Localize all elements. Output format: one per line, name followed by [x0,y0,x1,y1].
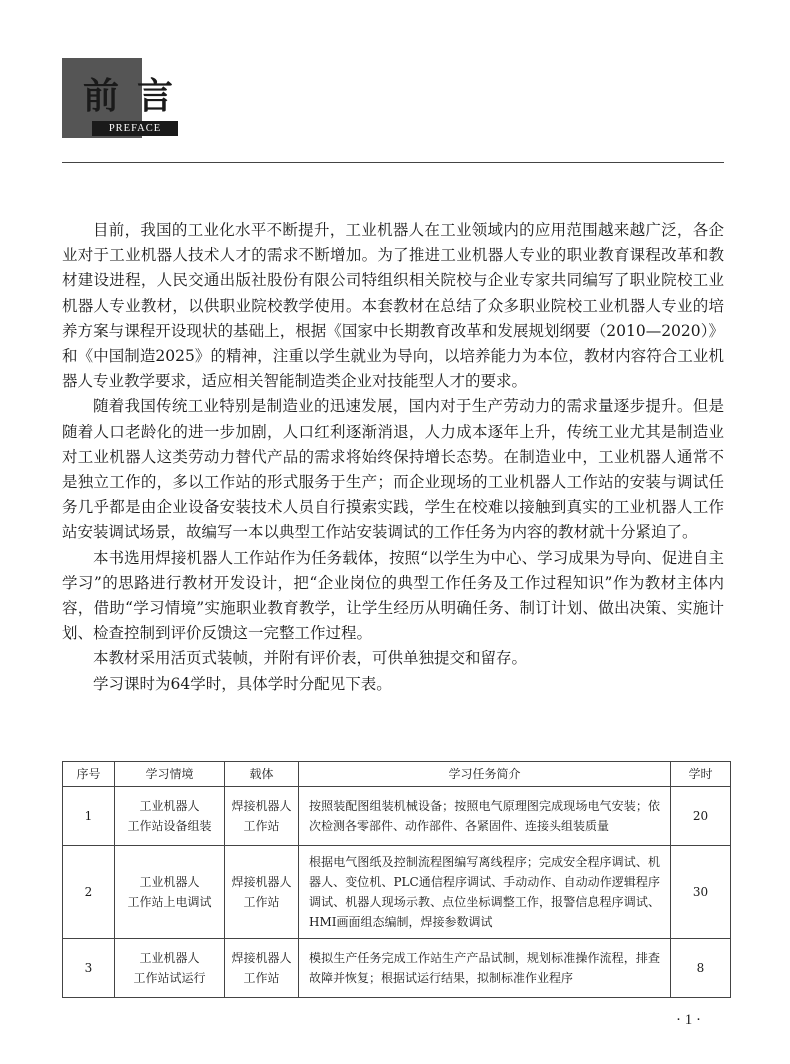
task-description: 根据电气图纸及控制流程图编写离线程序；完成安全程序调试、机器人、变位机、PLC通信程序调试、手动动作、自动动作逻辑程序调试、机器人现场示教、点位坐标调整工作，报警信息程序调试、HMI画面组态编制，焊接参数调试 [299,846,671,939]
row-number: 2 [63,846,115,939]
header-divider [62,162,724,163]
table-row [63,939,731,998]
paragraph: 随着我国传统工业特别是制造业的迅速发展，国内对于生产劳动力的需求量逐步提升。但是随着人口老龄化的进一步加剧，人口红利逐渐消退，人力成本逐年上升，传统工业尤其是制造业对工业机器人这类劳动力替代产品的需求将始终保持增长态势。在制造业中，工业机器人通常不是独立工作的，多以工作站的形式服务于生产；而企业现场的工业机器人工作站的安装与调试任务几乎都是由企业设备安装技术人员自行摸索实践，学生在校难以接触到真实的工业机器人工作站安装调试场景，故编写一本以典型工作站安装调试的工作任务为内容的教材就十分紧迫了。 [62,397,724,542]
table-row [63,846,731,939]
paragraph: 本教材采用活页式装帧，并附有评价表，可供单独提交和留存。 [93,649,528,668]
paragraph: 学习课时为64学时，具体学时分配见下表。 [93,674,392,693]
column-header: 学习情境 [115,762,225,787]
hours: 20 [671,787,731,846]
carrier: 焊接机器人 工作站 [225,846,299,939]
table-header-row [63,762,731,787]
paragraph: 本书选用焊接机器人工作站作为任务载体，按照“以学生为中心、学习成果为导向、促进自主学习”的思路进行教材开发设计，把“企业岗位的典型工作任务及工作过程知识”作为教材主体内容，借助“学习情境”实施职业教育教学，让学生经历从明确任务、制订计划、做出决策、实施计划、检查控制到评价反馈这一完整工作过程。 [62,548,724,643]
page-subtitle: PREFACE [92,121,178,136]
hours: 30 [671,846,731,939]
column-header: 学时 [671,762,731,787]
carrier: 焊接机器人 工作站 [225,939,299,998]
table-row [63,787,731,846]
paragraph: 目前，我国的工业化水平不断提升，工业机器人在工业领域内的应用范围越来越广泛，各企业对于工业机器人技术人才的需求不断增加。为了推进工业机器人专业的职业教育课程改革和教材建设进程，人民交通出版社股份有限公司特组织相关院校与企业专家共同编写了职业院校工业机器人专业教材，以供职业院校教学使用。本套教材在总结了众多职业院校工业机器人专业的培养方案与课程开设现状的基础上，根据《国家中长期教育改革和发展规划纲要（2010—2020）》和《中国制造2025》的精神，注重以学生就业为导向，以培养能力为本位，教材内容符合工业机器人专业教学要求，适应相关智能制造类企业对技能型人才的要求。 [62,221,724,391]
hours-table [62,761,731,998]
page-number: · 1 · [676,1012,701,1028]
hours: 8 [671,939,731,998]
preface-body [62,218,724,697]
learning-situation: 工业机器人 工作站上电调试 [115,846,225,939]
task-description: 按照装配图组装机械设备；按照电气原理图完成现场电气安装；依次检测各零部件、动作部件、各紧固件、连接头组装质量 [299,787,671,846]
task-description: 模拟生产任务完成工作站生产产品试制，规划标准操作流程，排查故障并恢复；根据试运行结果，拟制标准作业程序 [299,939,671,998]
row-number: 1 [63,787,115,846]
learning-situation: 工业机器人 工作站设备组装 [115,787,225,846]
column-header: 载体 [225,762,299,787]
preface-header [62,58,192,138]
row-number: 3 [63,939,115,998]
column-header: 学习任务简介 [299,762,671,787]
column-header: 序号 [63,762,115,787]
page-title: 前言 [83,75,192,117]
learning-situation: 工业机器人 工作站试运行 [115,939,225,998]
carrier: 焊接机器人 工作站 [225,787,299,846]
